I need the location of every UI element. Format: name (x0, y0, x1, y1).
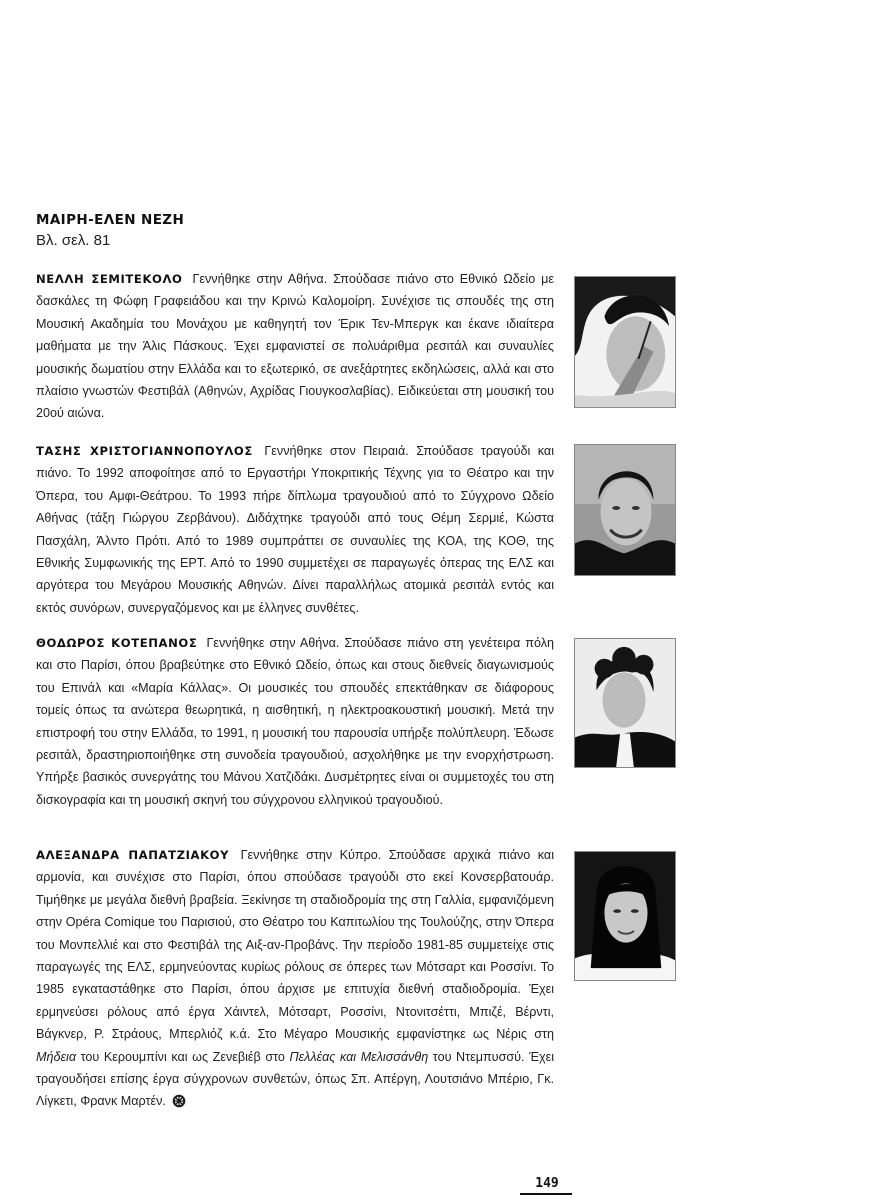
header-name: ΜΑΙΡΗ-ΕΛΕΝ ΝΕΖΗ (36, 212, 185, 228)
portrait-photo-semitekolo (574, 276, 676, 408)
page-number: 149 (535, 1176, 559, 1191)
bio-name: ΑΛΕΞΑΝΔΡΑ ΠΑΠΑΤΖΙΑΚΟΥ (36, 848, 230, 862)
portrait-photo-kotepanos (574, 638, 676, 768)
biography-papatziakou (36, 844, 554, 1116)
biography-semitekolo (36, 268, 554, 425)
bio-text: Γεννήθηκε στον Πειραιά. Σπούδασε τραγούδι και πιάνο. Το 1992 αποφοίτησε από το Εργαστήρι Υποκριτικής Τέχνης για το Θέατρο και την Όπερα, του Αμφι-Θεάτρου. Το 1993 πήρε δίπλωμα τραγουδιού από το Σύγχρονο Ωδείο Αθήνας (τάξη Γιώργου Ζερβάνου). Διδάχτηκε τραγούδι από τους Θέμη Σερμιέ, Κώστα Πασχάλη, Άλντο Πρότι. Από το 1989 συμπράττει σε συναυλίες της ΚΟΑ, της ΚΟΘ, της Εθνικής Συμφωνικής της ΕΡΤ. Από το 1990 συμμετέχει σε παραγωγές όπερας της ΕΛΣ και αργότερα του Μεγάρου Μουσικής Αθηνών. Δίνει παραλλήλως ατομικά ρεσιτάλ εντός και εκτός συνόρων, συνεργαζόμενος και με έλληνες συνθέτες. (36, 444, 554, 615)
page-number-rule (520, 1193, 572, 1195)
bio-name: ΤΑΣΗΣ ΧΡΙΣΤΟΓΙΑΝΝΟΠΟΥΛΟΣ (36, 444, 253, 458)
bio-text: Γεννήθηκε στην Κύπρο. Σπούδασε αρχικά πιάνο και αρμονία, και συνέχισε στο Παρίσι, όπου σπούδασε τραγούδι στο εκεί Κονσερβατουάρ. Τιμήθηκε με μεγάλα διεθνή βραβεία. Ξεκίνησε τη σταδιοδρομία της στη Γαλλία, εμφανιζόμενη στην Opéra Comique του Παρισιού, στο Θέατρο του Καπιτωλίου της Τουλούζης, στην Όπερα του Μονπελλιέ και στο Φεστιβάλ της Αιξ-αν-Προβάνς. Την περίοδο 1981-85 συμμετείχε στις παραγωγές της ΕΛΣ, ερμηνεύοντας κυρίως ρόλους σε όπερες των Μότσαρτ και Ροσσίνι. Το 1985 εγκαταστάθηκε στο Παρίσι, όπου άρχισε με επιτυχία διεθνή σταδιοδρομία. Έχει ερμηνεύσει ρόλους από έργα Χάιντελ, Μότσαρτ, Ροσσίνι, Ντονιτσέττι, Μπιζέ, Βέρντι, Βάγκνερ, Ρ. Στράους, Μπερλιόζ κ.ά. Στο Μέγαρο Μουσικής εμφανίστηκε ως Νέρις στη (36, 848, 554, 1042)
bio-text: του Ντεμπυσσύ. Έχει τραγουδήσει επίσης έργα σύγχρονων συνθετών, όπως Σπ. Απέργη, Λουτσιάνο Μπέριο, Γκ. Λίγκετι, Φρανκ Μαρτέν. (36, 1049, 554, 1109)
bio-name: ΝΕΛΛΗ ΣΕΜΙΤΕΚΟΛΟ (36, 272, 183, 286)
portrait-photo-papatziakou (574, 851, 676, 981)
bio-text: του Κερουμπίνι και ως Ζενεβιέβ στο (76, 1049, 290, 1064)
portrait-photo-christogiannopoulos (574, 444, 676, 576)
bio-work-title: Μήδεια (36, 1049, 76, 1064)
bio-work-title: Πελλέας και Μελισσάνθη (289, 1049, 429, 1064)
bio-text: Γεννήθηκε στην Αθήνα. Σπούδασε πιάνο στο Εθνικό Ωδείο με δασκάλες τη Φώφη Γραφειάδου και την Κρινώ Καλομοίρη. Συνέχισε τις σπουδές της στη Μουσική Ακαδημία του Μονάχου με καθηγητή τον Έρικ Τεν-Μπεργκ και έκανε ιδιαίτερα μαθήματα με την Άλις Πάσκους. Έχει εμφανιστεί σε πολυάριθμα ρεσιτάλ και συναυλίες μουσικής δωματίου στην Ελλάδα και το εξωτερικό, σε ανεξάρτητες εκδηλώσεις, αλλά και στο πλαίσιο γνωστών Φεστιβάλ (Αθηνών, Αχρίδας Γιουγκοσλαβίας). Ειδικεύεται στη μουσική του 20ού αιώνα. (36, 272, 554, 421)
header-page-reference: Βλ. σελ. 81 (36, 232, 111, 249)
end-of-article-icon (172, 1093, 186, 1115)
bio-text: Γεννήθηκε στην Αθήνα. Σπούδασε πιάνο στη γενέτειρα πόλη και στο Παρίσι, όπου βραβεύτηκε στο Εθνικό Ωδείο, όπως και στους διεθνείς διαγωνισμούς του Επινάλ και «Μαρία Κάλλας». Οι μουσικές του σπουδές επεκτάθηκαν σε διάφορους τομείς όπως τα ανώτερα θεωρητικά, η αισθητική, η ηλεκτροακουστική μουσική. Μετά την επιστροφή του στην Ελλάδα, το 1991, η μουσική του παρουσία υπήρξε πολύπλευρη. Έδωσε ρεσιτάλ, δραστηριοποιήθηκε στη συνοδεία τραγουδιού, ασχολήθηκε με την ενορχήστρωση. Υπήρξε βασικός συνεργάτης του Μάνου Χατζιδάκι. Δυσμέτρητες είναι οι συμμετοχές του στη δισκογραφία και τη μουσική σκηνή του σύγχρονου ελληνικού τραγουδιού. (36, 636, 555, 807)
biography-kotepanos (36, 632, 554, 811)
biography-christogiannopoulos (36, 440, 554, 619)
bio-name: ΘΟΔΩΡΟΣ ΚΟΤΕΠΑΝΟΣ (36, 636, 198, 650)
section-header (36, 212, 184, 249)
